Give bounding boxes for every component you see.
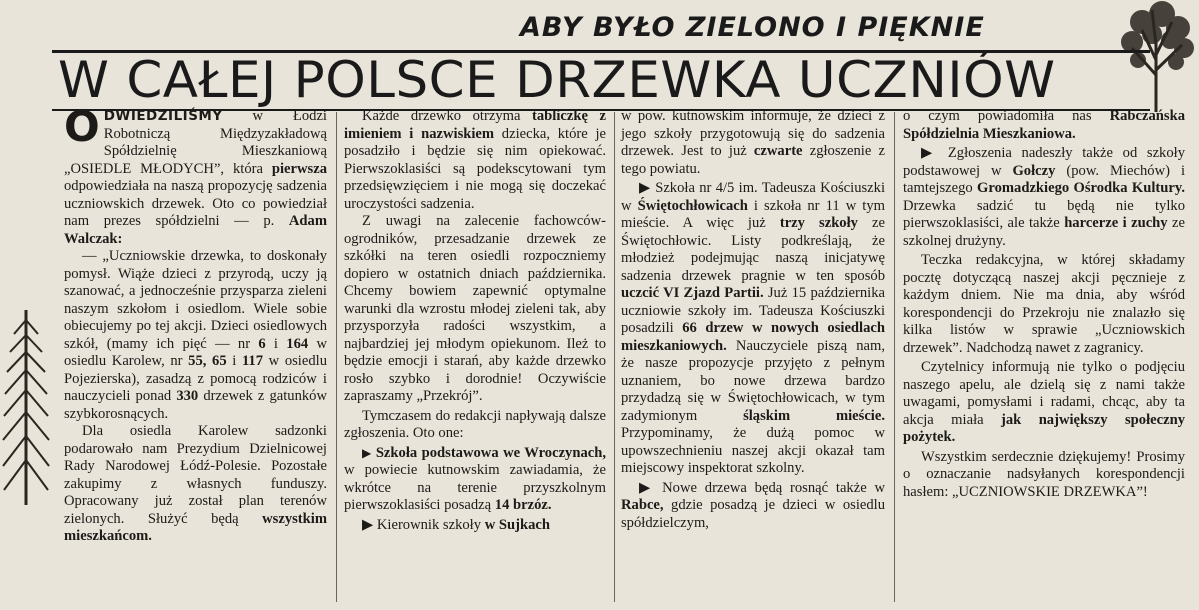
paragraph	[903, 359, 1185, 447]
paragraph	[64, 102, 327, 248]
column-rule	[614, 112, 615, 602]
text-run: Dla osiedla Karolew sadzonki podarowało nam Prezydium Dzielnicowej Rady Narodowej Łódź-Polesie. Pozostałe zakupimy z własnych funduszy. Opracowany już został plan terenów zielonych. Służyć będą	[64, 423, 327, 527]
article-column-3	[621, 108, 885, 532]
text-run: Drzewka sadzić tu będą nie tylko pierwszoklasiści, ale także	[903, 197, 1185, 231]
text-run: gdzie posadzą je dzieci w osiedlu spółdzielczym,	[621, 497, 885, 531]
column-rule	[894, 112, 895, 602]
text-run: w powiecie kutnowskim zawiadamia, że wkrótce na terenie przyszkolnym pierwszoklasiści posadzą	[344, 462, 606, 513]
text-run: — „Uczniowskie drzewka, to doskonały pomysł. Wiąże dzieci z przyrodą, uczy ją szanować, a jednocześnie przysparza zieleni naszym szkołom i osiedlom. Wiele sobie obiecujemy po tej akcji. Dzieci osiedlowych szkół, (mamy ich pięć — nr	[64, 248, 327, 352]
text-run: Rabce,	[621, 497, 664, 513]
article-column-4	[903, 108, 1185, 501]
text-run: (pow. Miechów) i tamtejszego	[903, 162, 1185, 196]
text-run: 55, 65	[188, 353, 227, 369]
text-run: tabliczkę z imieniem i nazwiskiem	[344, 108, 606, 142]
paragraph: Tymczasem do redakcji napływają dalsze zgłoszenia. Oto one:	[344, 407, 606, 441]
text-run: 14 brzóz.	[494, 497, 552, 513]
drop-cap: O	[64, 102, 100, 151]
text-run: w Łodzi Robotniczą Międzyzakładową Spółdzielnię Mieszkaniową „OSIEDLE MŁODYCH”, która	[64, 108, 327, 177]
text-run: trzy szkoły	[779, 215, 858, 231]
text-run: 6	[258, 335, 266, 352]
text-run: ▶ Zgłoszenia nadeszły także od szkoły podstawowej w	[903, 145, 1185, 179]
paragraph	[344, 445, 606, 515]
text-run: Przypominamy, że dużą pomoc w upowszechnieniu naszej akcji okazał tam miejscowy inspektorat szkolny.	[621, 425, 885, 476]
text-run: o czym powiadomiła nas	[903, 108, 1110, 124]
text-run: Gołczy	[1012, 162, 1056, 179]
text-run: dziecka, które je posadziło i będzie się nim opiekować. Pierwszoklasiści są podekscytowani tym przedsięwzięciem i nie mogą się doczekać uroczystości sadzenia.	[344, 125, 607, 212]
text-run: ze szkolnej drużyny.	[903, 215, 1185, 249]
headline: W CAŁEJ POLSCE DRZEWKA UCZNIÓW	[58, 51, 1056, 109]
text-run: ze Świętochłowic. Listy podkreślają, że młodzież podejmując naszą inicjatywę sadzenia drzewek pragnie w ten sposób	[621, 215, 886, 284]
text-run: Gromadzkiego Ośrodka Kultury.	[977, 180, 1185, 196]
paragraph	[621, 108, 885, 178]
text-run: jak największy społeczny pożytek.	[903, 411, 1186, 445]
text-run: w osiedlu Pojezierska), zasadzą z pomocą rodziców i nauczycieli ponad	[64, 353, 327, 404]
text-run: harcerze i zuchy	[1064, 215, 1168, 231]
text-run: i	[265, 335, 287, 352]
column-rule	[336, 112, 337, 602]
paragraph: Wszystkim serdecznie dziękujemy! Prosimy o oznaczanie nadsyłanych korespondencji hasłem: „UCZNIOWSKIE DRZEWKA”!	[903, 448, 1185, 500]
text-run: 117	[241, 353, 264, 369]
paragraph: Z uwagi na zalecenie fachowców-ogrodników, przesadzanie drzewek ze szkółki na teren osiedli rozpoczniemy dopiero w ostatnich dniach października. Chcemy bowiem zapewnić optymalne warunki dla wzrostu młodej zieleni tak, aby przysporzyła radości wszystkim, a najbardziej jej młodym opiekunom. Ileż to będzie emocji i starań, aby każde drzewko rosło szybko i dorodnie! Oczywiście zapraszamy „Przekrój”.	[344, 213, 606, 404]
text-run: i szkoła nr 11 w tym mieście. A więc już	[621, 197, 885, 231]
article-column-2	[344, 108, 606, 534]
text-run: Świętochłowicach	[637, 197, 748, 214]
paragraph: Teczka redakcyjna, w której składamy pocztę dotyczącą naszej akcji pęcznieje z każdym dniem. Nie ma dnia, aby wśród korespondencji do Przekroju nie znalazło się kilka listów w sprawie „Uczniowskich drzewek”. Nadchodzą nawet z zagranicy.	[903, 252, 1185, 356]
text-run: zgłoszenie z tego powiatu.	[621, 143, 885, 177]
text-run: ▶ Nowe drzewa będą rosnąć także w	[639, 479, 885, 496]
paragraph	[903, 145, 1185, 250]
paragraph	[903, 108, 1185, 143]
paragraph	[344, 108, 606, 213]
bullet-arrow-icon: ▶	[362, 445, 376, 460]
text-run: ▶ Kierownik szkoły	[362, 516, 485, 533]
paragraph	[621, 180, 885, 478]
text-run: Rabczańska Spółdzielnia Mieszkaniowa.	[903, 108, 1185, 142]
text-run: pierwsza	[271, 160, 327, 177]
text-run: wszystkim mieszkańcom.	[64, 510, 327, 544]
text-run: uczcić VI Zjazd Partii.	[621, 285, 764, 301]
text-run: i	[226, 353, 242, 369]
text-run: drzewek z gatunków szybkorosnących.	[64, 388, 328, 422]
paragraph	[621, 480, 885, 533]
text-run: Czytelnicy informują nie tylko o podjęciu naszego apelu, ale dzielą się z nami także uwagami, pomysłami i radami, chcąc, aby ta akcja miała	[903, 359, 1185, 428]
text-run: ▶ Szkoła nr 4/5 im. Tadeusza Kościuszki w	[621, 180, 885, 214]
spruce-tree-illustration	[2, 300, 50, 510]
text-run: Szkoła podstawowa we Wroczynach,	[375, 444, 607, 461]
paragraph	[64, 248, 327, 423]
text-run: 330	[176, 388, 199, 404]
person-name: Adam Walczak:	[64, 213, 327, 247]
text-run: Każde drzewko otrzyma	[362, 108, 533, 124]
text-run: 164	[286, 335, 309, 352]
text-run: Nauczyciele piszą nam, że nasze propozycje przyjęto z pełnym uznaniem, bo nowe drzewa bardzo przydadzą się w Świętochłowicach, w tym zadymionym	[621, 337, 885, 424]
kicker-heading: ABY BYŁO ZIELONO I PIĘKNIE	[520, 12, 985, 43]
text-run: Już 15 października uczniowie szkoły im. Tadeusza Kościuszki posadzili	[621, 285, 885, 336]
paragraph	[64, 423, 327, 546]
text-run: śląskim mieście.	[743, 407, 885, 424]
article-column-1	[64, 102, 328, 546]
paragraph	[344, 517, 606, 535]
lead-word: DWIEDZILIŚMY	[103, 108, 223, 124]
text-run: odpowiedziała na naszą propozycję sadzenia uczniowskich drzewek. Oto co powiedział nam prezes spółdzielni — p.	[64, 178, 327, 229]
text-run: 66 drzew w nowych osiedlach mieszkaniowych.	[621, 320, 885, 354]
text-run: w pow. kutnowskim informuje, że dzieci z jego szkoły przygotowują się do sadzenia drzewek. Jest to już	[621, 108, 885, 159]
text-run: w osiedlu Karolew, nr	[64, 335, 327, 369]
text-run: czwarte	[753, 143, 803, 159]
text-run: w Sujkach	[484, 516, 550, 533]
